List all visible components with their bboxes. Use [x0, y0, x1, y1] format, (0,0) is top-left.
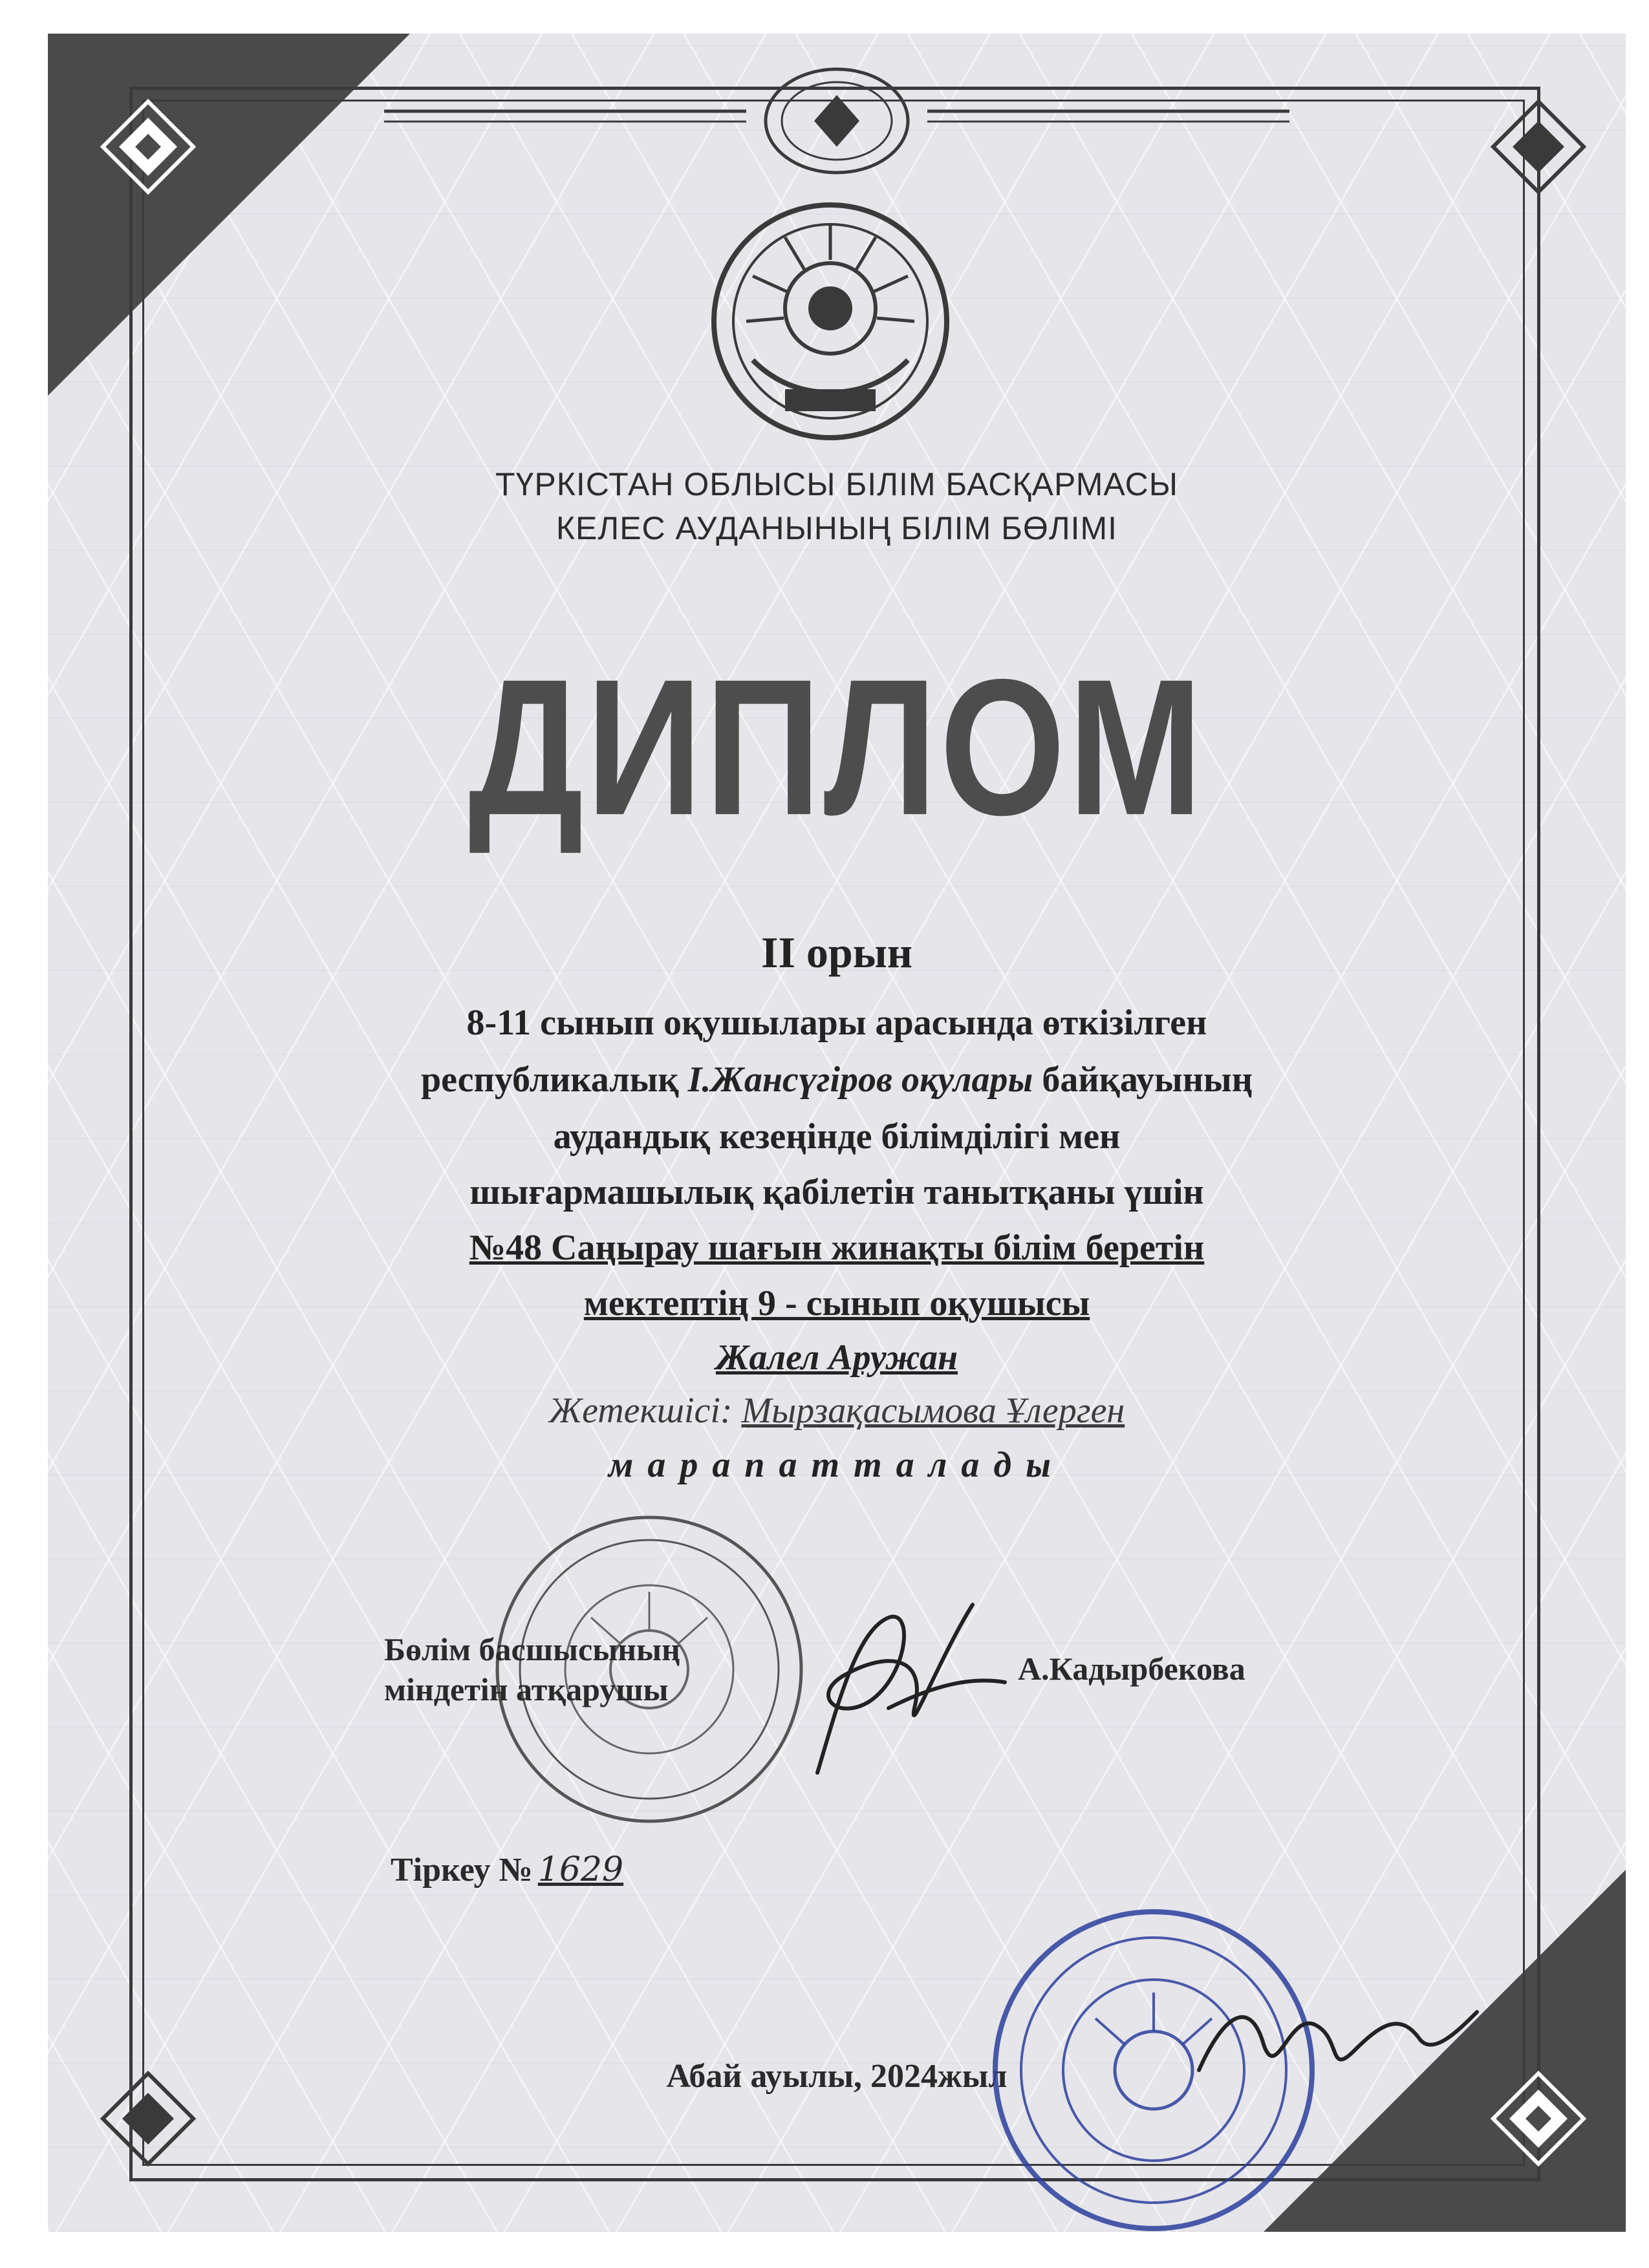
registration-value: 1629: [537, 1850, 624, 1889]
place-and-date: Абай ауылы, 2024жыл: [666, 2058, 1008, 2095]
issuer-line-2: КЕЛЕС АУДАНЫНЫҢ БІЛІМ БӨЛІМІ: [555, 510, 1118, 546]
signatory-position: [384, 1629, 680, 1709]
school-line-1: №48 Саңырау шағын жинақты білім беретін: [469, 1228, 1205, 1268]
signatory-position-line-2: міндетін атқарушы: [384, 1671, 669, 1707]
awarded-text: марапатталады: [609, 1445, 1065, 1485]
award-text-prefix: республикалық: [420, 1060, 688, 1100]
award-text-line-2: [48, 1059, 1626, 1100]
registration-number: [391, 1850, 623, 1889]
signature-icon: [759, 1579, 1018, 1799]
recipient-name: Жалел Аружан: [715, 1338, 958, 1378]
diamond-ornament-icon: [100, 98, 197, 195]
registration-label: Тіркеу №: [391, 1852, 533, 1888]
diploma-sheet: [48, 34, 1626, 2232]
state-emblem-icon: [707, 198, 953, 444]
competition-name: І.Жансүгіров оқулары: [687, 1060, 1033, 1100]
signature-icon: [1186, 1973, 1483, 2102]
award-text-line-4: шығармашылық қабілетін танытқаны үшін: [469, 1172, 1204, 1212]
issuer-line-1: ТҮРКІСТАН ОБЛЫСЫ БІЛІМ БАСҚАРМАСЫ: [495, 466, 1178, 502]
top-ornament-icon: [384, 59, 1289, 182]
school-line-2: мектептің 9 - сынып оқушысы: [583, 1283, 1090, 1323]
signatory-name: А.Кадырбекова: [1018, 1651, 1245, 1687]
supervisor-name: Мырзақасымова Ұлерген: [741, 1391, 1125, 1431]
diamond-ornament-icon: [1490, 98, 1587, 195]
document-title: ДИПЛОМ: [468, 639, 1205, 855]
supervisor-line: [48, 1390, 1626, 1431]
award-text-suffix: байқауының: [1033, 1060, 1253, 1100]
award-place: II орын: [760, 928, 912, 977]
award-text-line-3: аудандық кезеңінде білімділігі мен: [553, 1117, 1121, 1157]
award-text-line-1: 8-11 сынып оқушылары арасында өткізілген: [466, 1003, 1207, 1043]
signatory-position-line-1: Бөлім басшысының: [384, 1631, 680, 1667]
supervisor-label: Жетекшісі:: [548, 1391, 742, 1431]
